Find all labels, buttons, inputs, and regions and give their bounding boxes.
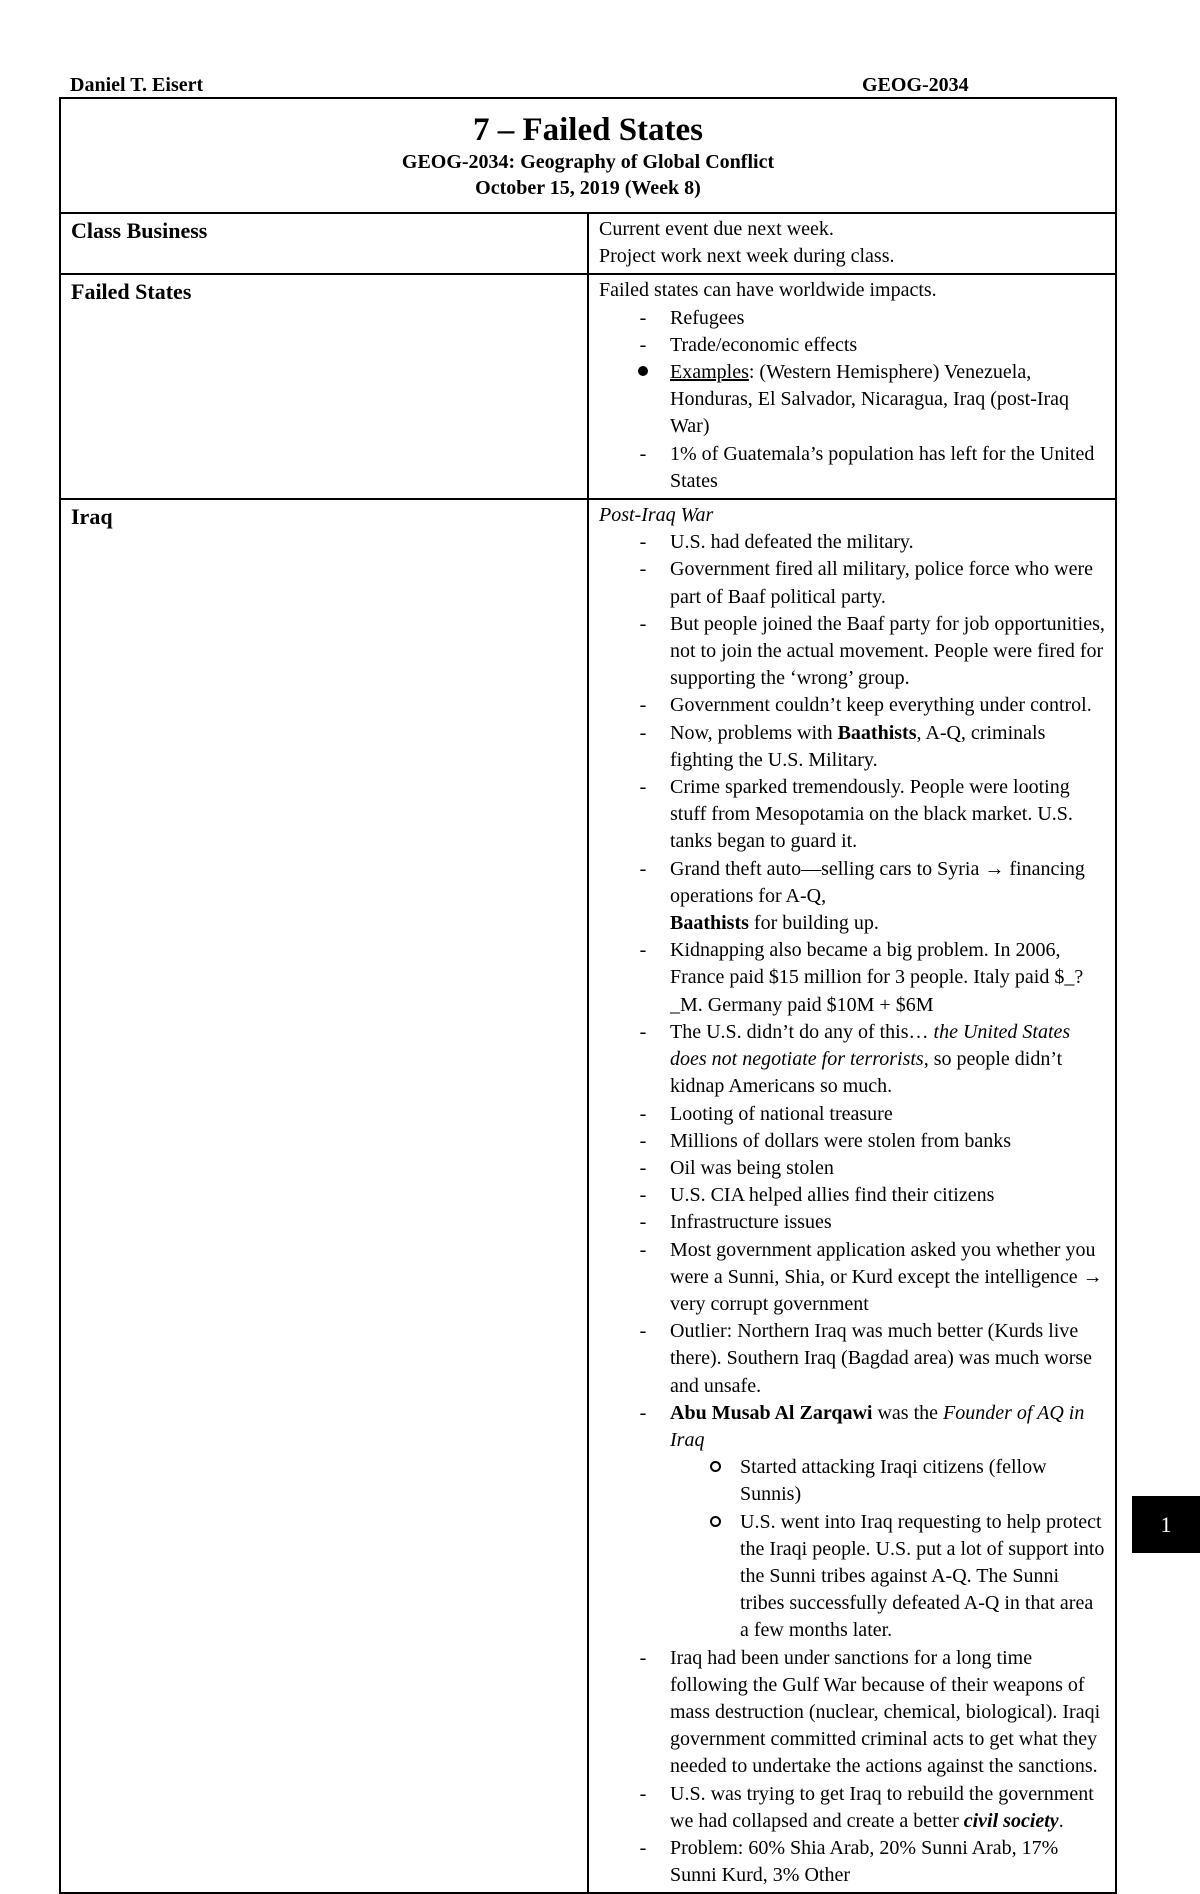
dash-bullet-icon: -: [639, 1238, 647, 1261]
course-code: GEOG-2034: [862, 74, 969, 96]
dash-bullet-icon: -: [639, 857, 647, 880]
sub-list-item: Started attacking Iraqi citizens (fellow Sunnis): [599, 1454, 1107, 1508]
circle-bullet-icon: [705, 1509, 725, 1536]
dash-bullet-icon: -: [639, 531, 647, 554]
section-content: [588, 499, 1116, 1893]
dash-bullet-icon: -: [639, 333, 647, 356]
examples-label: Examples: [670, 361, 749, 384]
dash-bullet-icon: -: [639, 1156, 647, 1179]
list-item: - Abu Musab Al Zarqawi was the Founder of AQ in Iraq: [599, 1400, 1107, 1454]
section-content: [588, 213, 1116, 274]
section-class-business: [60, 213, 1116, 274]
page-number: 1: [1132, 1496, 1200, 1553]
dash-bullet-icon: -: [639, 558, 647, 581]
dash-bullet-icon: -: [639, 1211, 647, 1234]
dash-bullet-icon: -: [639, 442, 647, 465]
title-block: [60, 98, 1116, 213]
document-title: 7 – Failed States: [472, 112, 704, 148]
list-item: - Oil was being stolen: [599, 1155, 1107, 1182]
document-date: October 15, 2019 (Week 8): [475, 177, 701, 199]
dash-bullet-icon: -: [639, 1320, 647, 1343]
list-item: - Infrastructure issues: [599, 1209, 1107, 1236]
arrow-right-icon: →: [984, 857, 1005, 880]
list-item: - Kidnapping also became a big problem. In 2006, France paid $15 million for 3 people. Italy paid $_?_M. Germany paid $10M + $6M: [599, 937, 1107, 1019]
dash-bullet-icon: -: [639, 1020, 647, 1043]
text-line: Current event due next week.: [599, 218, 834, 240]
page-header: [70, 74, 990, 98]
document-subtitle: GEOG-2034: Geography of Global Conflict: [401, 151, 775, 173]
list-item: Examples: (Western Hemisphere) Venezuela, Honduras, El Salvador, Nicaragua, Iraq (post-Iraq War): [599, 359, 1107, 441]
subheading: Post-Iraq War: [599, 504, 714, 527]
dash-bullet-icon: -: [639, 612, 647, 635]
sub-list-item: U.S. went into Iraq requesting to help protect the Iraqi people. U.S. put a lot of support into the Sunni tribes against A-Q. The Sunni tribes successfully defeated A-Q in that area a few months later.: [599, 1509, 1107, 1645]
bullet-dot-icon: [633, 359, 653, 386]
dash-bullet-icon: -: [639, 939, 647, 962]
section-iraq: [60, 499, 1116, 1893]
author-name: Daniel T. Eisert: [70, 74, 204, 96]
list-item: - Looting of national treasure: [599, 1101, 1107, 1128]
list-item: - U.S. was trying to get Iraq to rebuild the government we had collapsed and create a better civil society.: [599, 1781, 1107, 1835]
list-item: - Now, problems with Baathists, A-Q, criminals fighting the U.S. Military.: [599, 720, 1107, 774]
list-item: - U.S. CIA helped allies find their citizens: [599, 1182, 1107, 1209]
section-label: Failed States: [60, 274, 588, 499]
dash-bullet-icon: -: [639, 1646, 647, 1669]
arrow-right-icon: →: [1082, 1265, 1103, 1288]
list-item: - Refugees: [599, 305, 1107, 332]
dash-bullet-icon: -: [639, 1102, 647, 1125]
list-item: - Iraq had been under sanctions for a long time following the Gulf War because of their weapons of mass destruction (nuclear, chemical, biological). Iraqi government committed criminal acts to get what they needed to undertake the actions against the sanctions.: [599, 1645, 1107, 1781]
dash-bullet-icon: -: [639, 721, 647, 744]
list-item: - Millions of dollars were stolen from banks: [599, 1128, 1107, 1155]
list-item: - Government couldn’t keep everything under control.: [599, 692, 1107, 719]
notes-table: [59, 97, 1117, 1894]
dash-bullet-icon: -: [639, 776, 647, 799]
list-item: - Problem: 60% Shia Arab, 20% Sunni Arab, 17% Sunni Kurd, 3% Other: [599, 1835, 1107, 1889]
dash-bullet-icon: -: [639, 1782, 647, 1805]
list-item: - Government fired all military, police force who were part of Baaf political party.: [599, 556, 1107, 610]
dash-bullet-icon: -: [639, 1184, 647, 1207]
list-item: - Most government application asked you whether you were a Sunni, Shia, or Kurd except the intelligence → very corrupt government: [599, 1237, 1107, 1319]
list-item: - Grand theft auto—selling cars to Syria → financing operations for A-Q, Baathists for building up.: [599, 856, 1107, 938]
list-item: - U.S. had defeated the military.: [599, 529, 1107, 556]
dash-bullet-icon: -: [639, 306, 647, 329]
section-content: [588, 274, 1116, 499]
section-label: Class Business: [60, 213, 588, 274]
dash-bullet-icon: -: [639, 1836, 647, 1859]
list-item: - Trade/economic effects: [599, 332, 1107, 359]
list-item: - 1% of Guatemala’s population has left for the United States: [599, 441, 1107, 495]
text-line: Project work next week during class.: [599, 245, 895, 268]
section-label: Iraq: [60, 499, 588, 1893]
section-failed-states: [60, 274, 1116, 499]
list-item: - Crime sparked tremendously. People were looting stuff from Mesopotamia on the black market. U.S. tanks began to guard it.: [599, 774, 1107, 856]
circle-bullet-icon: [705, 1454, 725, 1481]
dash-bullet-icon: -: [639, 1129, 647, 1152]
text-line: Failed states can have worldwide impacts.: [599, 279, 937, 302]
dash-bullet-icon: -: [639, 1401, 647, 1424]
list-item: - Outlier: Northern Iraq was much better (Kurds live there). Southern Iraq (Bagdad area) was much worse and unsafe.: [599, 1318, 1107, 1400]
list-item: - But people joined the Baaf party for job opportunities, not to join the actual movement. People were fired for supporting the ‘wrong’ group.: [599, 611, 1107, 693]
dash-bullet-icon: -: [639, 694, 647, 717]
list-item: - The U.S. didn’t do any of this… the United States does not negotiate for terrorists, so people didn’t kidnap Americans so much.: [599, 1019, 1107, 1101]
